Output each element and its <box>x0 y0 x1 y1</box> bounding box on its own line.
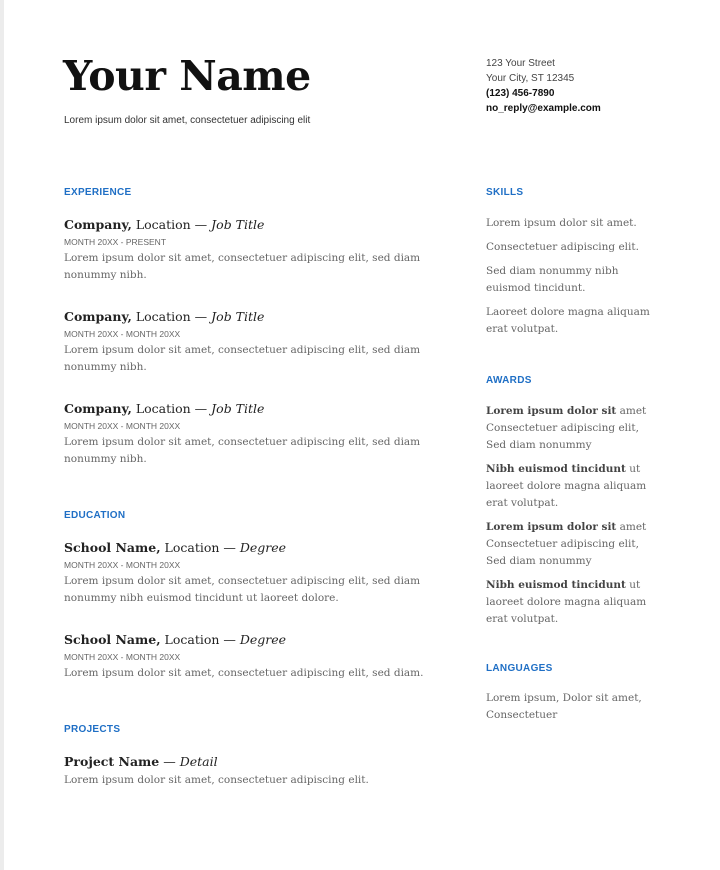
company-location: Location — <box>131 217 212 232</box>
education-title-line <box>64 632 434 648</box>
contact-block <box>486 56 601 116</box>
award-item <box>486 519 661 570</box>
experience-entry <box>64 309 434 376</box>
awards-heading: AWARDS <box>486 375 532 386</box>
award-text: ut laoreet dolore magna aliquam erat volutpat. <box>486 463 647 509</box>
company-name: Company, <box>64 309 132 324</box>
awards-list <box>486 403 661 635</box>
education-description: Lorem ipsum dolor sit amet, consectetuer adipiscing elit, sed diam. <box>64 667 424 679</box>
project-title-line <box>64 754 434 770</box>
company-name: Company, <box>64 401 132 416</box>
school-location: Location — <box>160 540 240 555</box>
company-name: Company, <box>64 217 132 232</box>
languages-text: Lorem ipsum, Dolor sit amet, Consectetuer <box>486 692 642 721</box>
project-entry <box>64 754 434 789</box>
project-separator: — <box>159 754 180 769</box>
languages-heading: LANGUAGES <box>486 663 553 674</box>
experience-dates: MONTH 20XX - MONTH 20XX <box>64 421 181 431</box>
skills-list <box>486 215 661 345</box>
education-dates: MONTH 20XX - MONTH 20XX <box>64 560 181 570</box>
experience-heading: EXPERIENCE <box>64 187 132 198</box>
address-line-2: Your City, ST 12345 <box>486 73 575 84</box>
award-bold-text: Nibh euismod tincidunt <box>486 579 626 591</box>
award-bold-text: Lorem ipsum dolor sit <box>486 405 617 417</box>
award-text: amet Consectetuer adipiscing elit, Sed diam nonummy <box>486 405 647 451</box>
project-detail: Detail <box>179 754 218 769</box>
resume-name: Your Name <box>63 52 311 100</box>
job-title: Job Title <box>211 217 265 232</box>
award-text: amet Consectetuer adipiscing elit, Sed diam nonummy <box>486 521 647 567</box>
experience-description: Lorem ipsum dolor sit amet, consectetuer adipiscing elit, sed diam nonummy nibh. <box>64 436 421 465</box>
company-location: Location — <box>131 401 212 416</box>
experience-description: Lorem ipsum dolor sit amet, consectetuer adipiscing elit, sed diam nonummy nibh. <box>64 252 421 281</box>
experience-title-line <box>64 309 434 325</box>
award-text: ut laoreet dolore magna aliquam erat volutpat. <box>486 579 647 625</box>
job-title: Job Title <box>211 309 265 324</box>
education-description: Lorem ipsum dolor sit amet, consectetuer adipiscing elit, sed diam nonummy nibh euismod tincidunt ut laoreet dolore. <box>64 575 421 604</box>
experience-title-line <box>64 217 434 233</box>
skill-item: Lorem ipsum dolor sit amet. <box>486 217 637 229</box>
award-bold-text: Lorem ipsum dolor sit <box>486 521 617 533</box>
school-name: School Name, <box>64 540 161 555</box>
award-item <box>486 461 661 512</box>
skill-item: Laoreet dolore magna aliquam erat volutpat. <box>486 306 650 335</box>
address-line-1: 123 Your Street <box>486 58 555 69</box>
award-item <box>486 403 661 454</box>
skill-item: Sed diam nonummy nibh euismod tincidunt. <box>486 265 619 294</box>
company-location: Location — <box>131 309 212 324</box>
education-title-line <box>64 540 434 556</box>
school-location: Location — <box>160 632 240 647</box>
award-bold-text: Nibh euismod tincidunt <box>486 463 626 475</box>
experience-description: Lorem ipsum dolor sit amet, consectetuer adipiscing elit, sed diam nonummy nibh. <box>64 344 421 373</box>
experience-entry <box>64 401 434 468</box>
experience-title-line <box>64 401 434 417</box>
skills-heading: SKILLS <box>486 187 524 198</box>
education-heading: EDUCATION <box>64 510 126 521</box>
degree: Degree <box>239 632 287 647</box>
experience-entry <box>64 217 434 284</box>
experience-dates: MONTH 20XX - PRESENT <box>64 237 167 247</box>
education-entry <box>64 540 434 607</box>
education-dates: MONTH 20XX - MONTH 20XX <box>64 652 181 662</box>
degree: Degree <box>239 540 287 555</box>
skill-item: Consectetuer adipiscing elit. <box>486 241 639 253</box>
experience-dates: MONTH 20XX - MONTH 20XX <box>64 329 181 339</box>
phone-number: (123) 456-7890 <box>486 88 555 99</box>
project-description: Lorem ipsum dolor sit amet, consectetuer adipiscing elit. <box>64 774 369 786</box>
school-name: School Name, <box>64 632 161 647</box>
education-entry <box>64 632 434 682</box>
email-address: no_reply@example.com <box>486 103 601 114</box>
resume-tagline: Lorem ipsum dolor sit amet, consectetuer adipiscing elit <box>64 115 311 126</box>
award-item <box>486 577 661 628</box>
job-title: Job Title <box>211 401 265 416</box>
projects-heading: PROJECTS <box>64 724 121 735</box>
project-name: Project Name <box>64 754 160 769</box>
